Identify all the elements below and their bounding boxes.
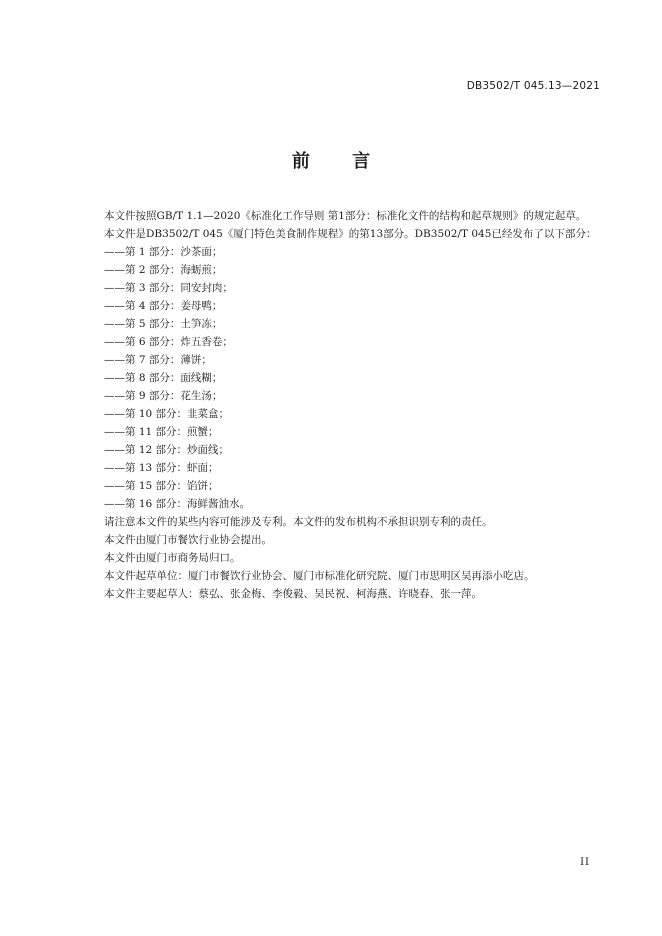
paragraph-drafting-units: 本文件起草单位：厦门市餐饮行业协会、厦门市标准化研究院、厦门市思明区吴再添小吃店。 <box>104 570 535 582</box>
list-item: ——第 13 部分：虾面； <box>104 462 219 474</box>
list-item: ——第 6 部分：炸五香卷； <box>104 336 233 348</box>
paragraph-proposer: 本文件由厦门市餐饮行业协会提出。 <box>104 534 272 546</box>
list-item: ——第 7 部分：薄饼； <box>104 354 212 366</box>
paragraph-drafters: 本文件主要起草人：蔡弘、张金梅、李俊毅、吴民祝、柯海燕、许晓春、张一萍。 <box>104 588 482 600</box>
list-item: ——第 2 部分：海蛎煎； <box>104 264 223 276</box>
list-item: ——第 16 部分：海鲜酱油水。 <box>104 498 251 510</box>
page-number: II <box>580 857 590 868</box>
list-item: ——第 12 部分：炒面线； <box>104 444 230 456</box>
list-item: ——第 10 部分：韭菜盒； <box>104 408 230 420</box>
paragraph-drafting-rules: 本文件按照GB/T 1.1—2020《标准化工作导则 第1部分：标准化文件的结构和起草规则》的规定起草。 <box>104 210 587 222</box>
paragraph-administrator: 本文件由厦门市商务局归口。 <box>104 552 241 564</box>
paragraph-patent-notice: 请注意本文件的某些内容可能涉及专利。本文件的发布机构不承担识别专利的责任。 <box>104 516 493 528</box>
parts-list <box>83 243 603 513</box>
list-item: ——第 1 部分：沙茶面； <box>104 246 223 258</box>
document-body <box>83 207 603 603</box>
list-item: ——第 11 部分：煎蟹； <box>104 426 219 438</box>
list-item: ——第 8 部分：面线糊； <box>104 372 223 384</box>
list-item: ——第 4 部分：姜母鸭； <box>104 300 223 312</box>
list-item: ——第 3 部分：同安封肉； <box>104 282 233 294</box>
page-title: 前 言 <box>291 151 389 172</box>
document-code: DB3502/T 045.13—2021 <box>466 80 600 92</box>
list-item: ——第 15 部分：馅饼； <box>104 480 219 492</box>
list-item: ——第 9 部分：花生汤； <box>104 390 223 402</box>
list-item: ——第 5 部分：土笋冻； <box>104 318 223 330</box>
paragraph-series-intro: 本文件是DB3502/T 045《厦门特色美食制作规程》的第13部分。DB3502/T 045已经发布了以下部分： <box>104 228 597 240</box>
